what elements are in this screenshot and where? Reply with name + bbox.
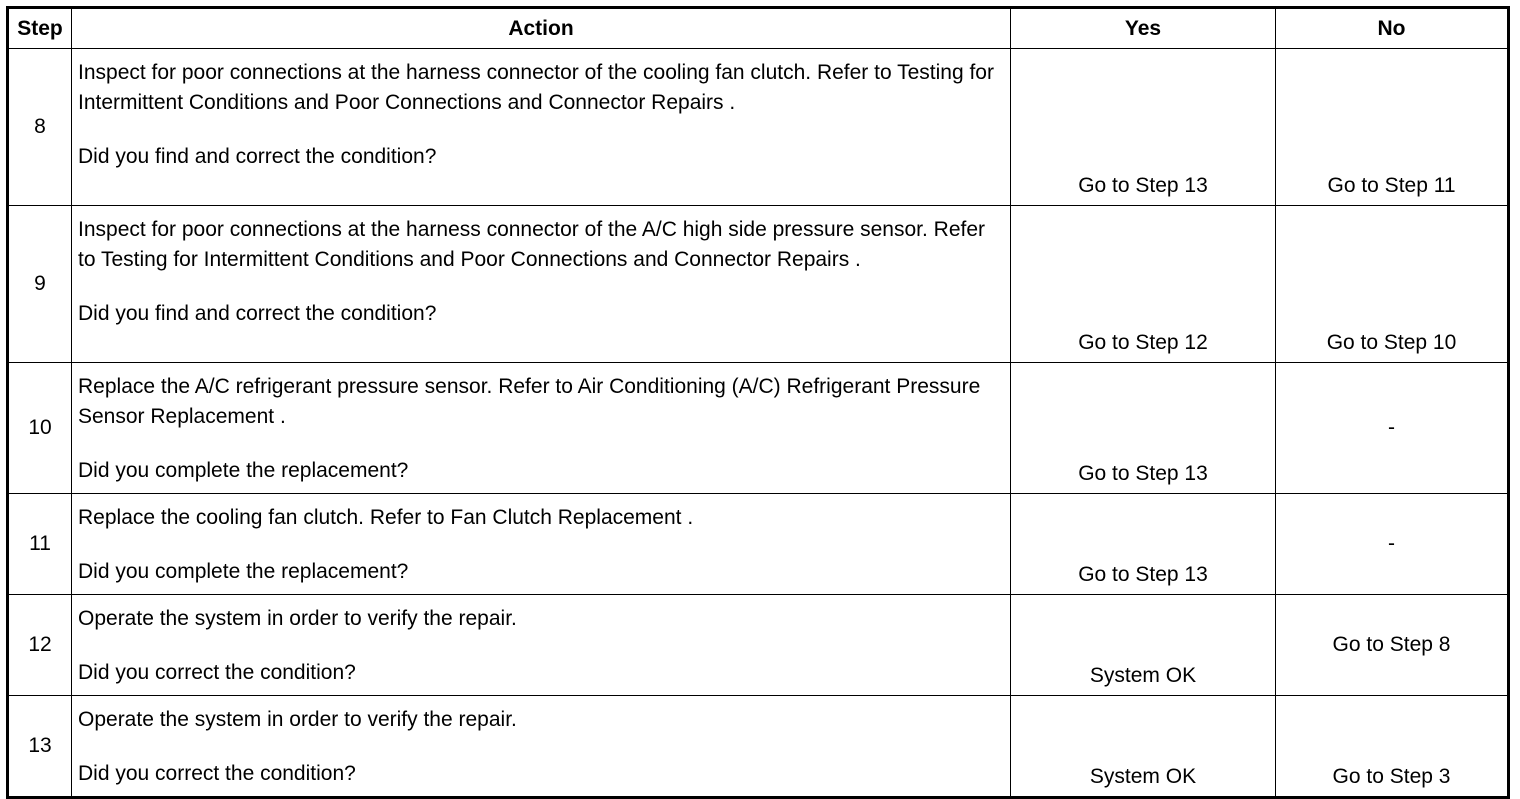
action-question: Did you correct the condition? <box>78 762 356 785</box>
action-cell <box>72 363 1011 494</box>
no-result: Go to Step 11 <box>1276 49 1509 206</box>
header-no: No <box>1276 8 1509 49</box>
no-result: - <box>1276 494 1509 595</box>
step-number: 8 <box>8 49 72 206</box>
table-row <box>8 206 1509 363</box>
yes-result: Go to Step 12 <box>1011 206 1276 363</box>
table-row <box>8 363 1509 494</box>
yes-result: Go to Step 13 <box>1011 49 1276 206</box>
step-number: 12 <box>8 595 72 696</box>
yes-result: System OK <box>1011 696 1276 798</box>
action-instruction: Replace the cooling fan clutch. Refer to Fan Clutch Replacement . <box>78 506 694 529</box>
header-row <box>8 8 1509 49</box>
action-cell <box>72 696 1011 798</box>
action-question: Did you complete the replacement? <box>78 459 409 482</box>
action-instruction: Operate the system in order to verify the repair. <box>78 607 517 630</box>
step-number: 9 <box>8 206 72 363</box>
action-cell <box>72 494 1011 595</box>
table-row <box>8 696 1509 798</box>
yes-result: System OK <box>1011 595 1276 696</box>
action-cell <box>72 595 1011 696</box>
diagnostic-table <box>6 6 1510 799</box>
action-instruction: Inspect for poor connections at the harness connector of the cooling fan clutch. Refer to Testing for Intermittent Conditions and Poor Connections and Connector Repairs . <box>78 61 994 114</box>
action-instruction: Inspect for poor connections at the harness connector of the A/C high side pressure sensor. Refer to Testing for Intermittent Conditions and Poor Connections and Connector Repairs . <box>78 218 986 271</box>
action-cell <box>72 206 1011 363</box>
header-step: Step <box>8 8 72 49</box>
step-number: 11 <box>8 494 72 595</box>
table-row <box>8 494 1509 595</box>
action-cell <box>72 49 1011 206</box>
table-row <box>8 49 1509 206</box>
step-number: 13 <box>8 696 72 798</box>
yes-result: Go to Step 13 <box>1011 494 1276 595</box>
action-instruction: Operate the system in order to verify the repair. <box>78 708 517 731</box>
action-question: Did you correct the condition? <box>78 661 356 684</box>
table-row <box>8 595 1509 696</box>
step-number: 10 <box>8 363 72 494</box>
action-question: Did you find and correct the condition? <box>78 302 437 325</box>
yes-result: Go to Step 13 <box>1011 363 1276 494</box>
action-question: Did you complete the replacement? <box>78 560 409 583</box>
header-yes: Yes <box>1011 8 1276 49</box>
header-action: Action <box>72 8 1011 49</box>
no-result: - <box>1276 363 1509 494</box>
no-result: Go to Step 8 <box>1276 595 1509 696</box>
no-result: Go to Step 10 <box>1276 206 1509 363</box>
action-question: Did you find and correct the condition? <box>78 145 437 168</box>
action-instruction: Replace the A/C refrigerant pressure sensor. Refer to Air Conditioning (A/C) Refrigerant Pressure Sensor Replacement . <box>78 375 981 428</box>
no-result: Go to Step 3 <box>1276 696 1509 798</box>
